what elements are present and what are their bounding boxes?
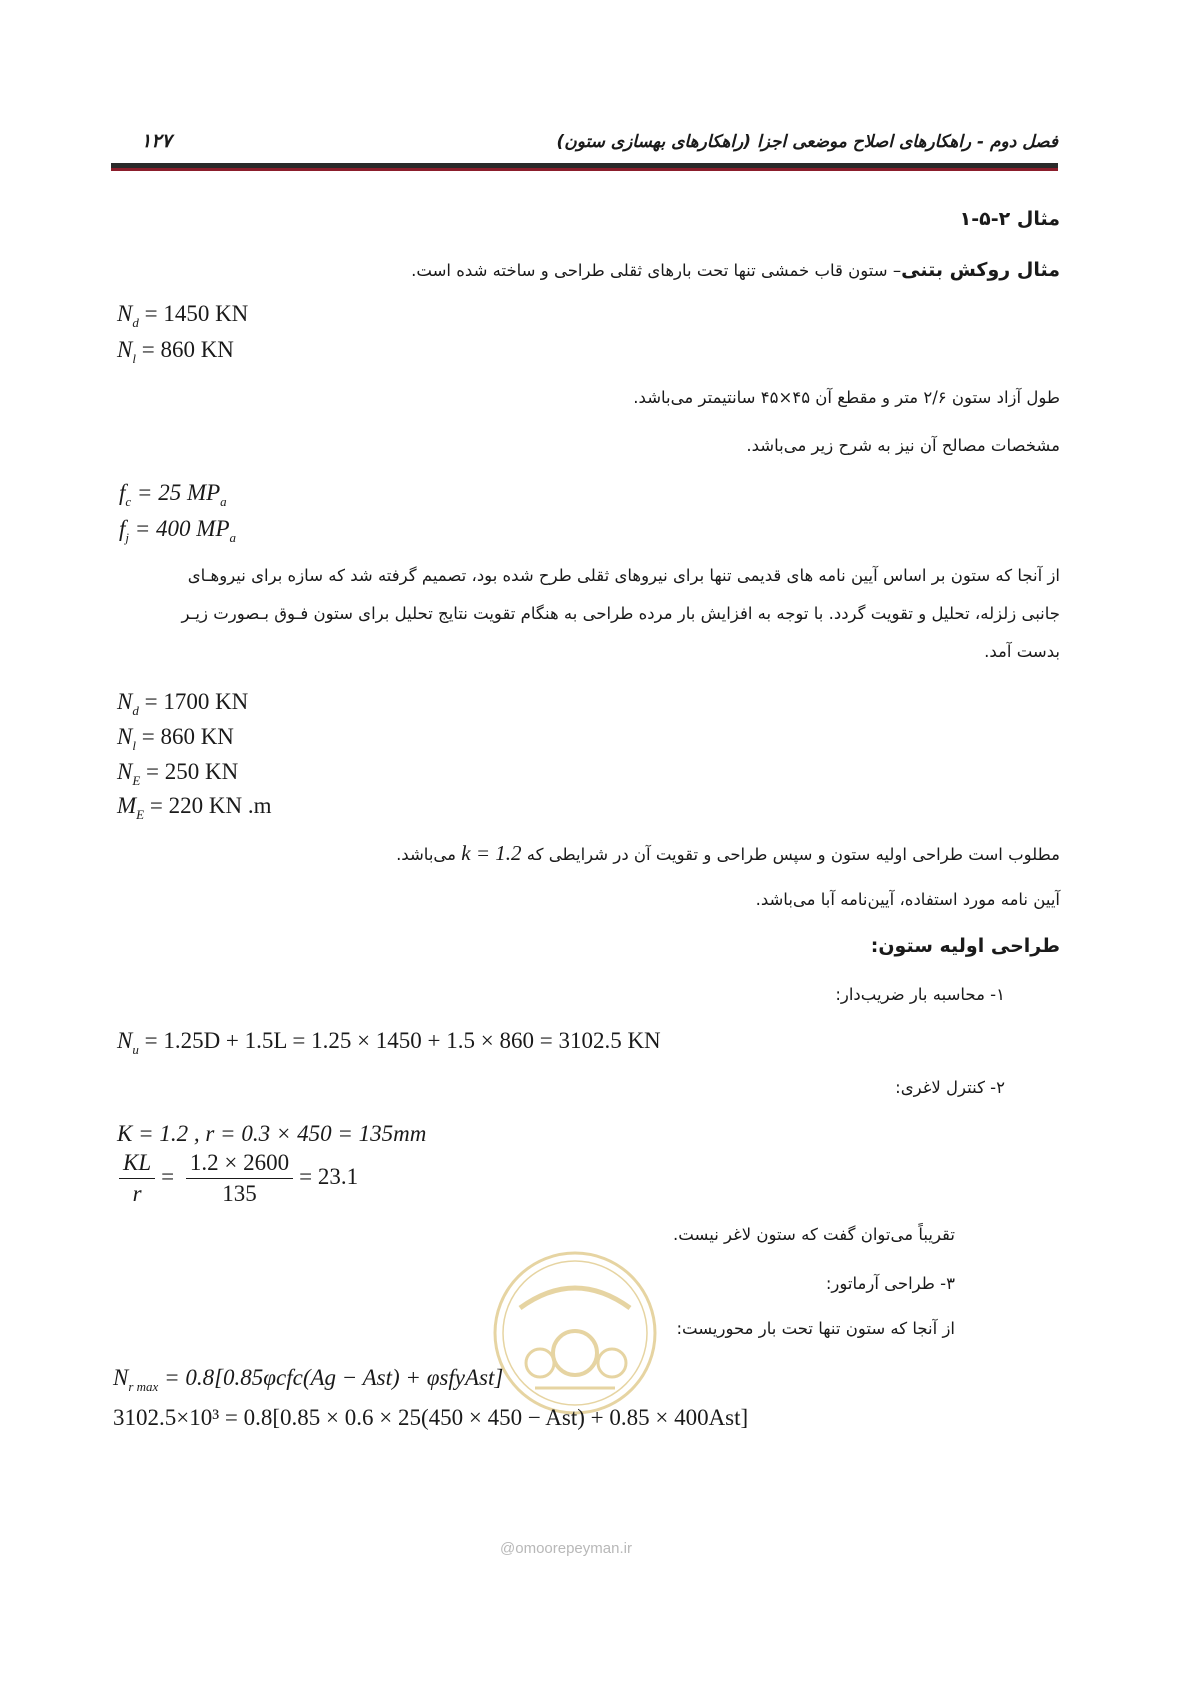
paragraph-line-2: جانبی زلزله، تحلیل و تقویت گردد. با توجه به افزایش بار مرده طراحی به هنگام تقویت نتایج تحلیل برای ستون فـوق بـصورت زیـر: [181, 604, 1060, 623]
example-lead: [411, 259, 1060, 281]
paragraph-line-3: بدست آمد.: [984, 642, 1060, 661]
free-length-text: طول آزاد ستون ۲/۶ متر و مقطع آن ۴۵×۴۵ سانتیمتر می‌باشد.: [633, 388, 1060, 407]
example-number: مثال ۲-۵-۱: [959, 208, 1060, 230]
equation-k-r: K = 1.2 , r = 0.3 × 450 = 135mm: [117, 1121, 427, 1146]
step-2: ۲- کنترل لاغری:: [895, 1078, 1005, 1097]
equation-nr-max: $N_{r max} = 0.8[0.85\varphi cfc(Ag - Ast)$ + φsfyAst]: [113, 1365, 504, 1394]
equation-ne-analysis: $N_E = 250$ KN: [117, 759, 239, 788]
equation-nd-analysis: $N_d = 1700$ KN: [117, 689, 249, 718]
equation-me-analysis: $M_E = 220$ KN .m: [117, 793, 272, 822]
not-slender-text: تقریباً می‌توان گفت که ستون لاغر نیست.: [673, 1225, 955, 1244]
equation-nl-analysis: $N_l = 860$ KN: [117, 724, 234, 753]
k-value: k = 1.2: [461, 841, 522, 865]
step-1: ۱- محاسبه بار ضریب‌دار:: [835, 985, 1005, 1004]
axial-only-text: از آنجا که ستون تنها تحت بار محوریست:: [676, 1319, 955, 1338]
example-lead-bold: مثال روکش بتنی: [901, 259, 1060, 281]
paragraph-line-1: از آنجا که ستون بر اساس آیین نامه های قدیمی تنها برای نیروهای ثقلی طرح شده بود، تصمیم گرفته شد که سازه برای نیروهـای: [187, 566, 1060, 585]
code-used-text: آیین نامه مورد استفاده، آیین‌نامه آبا می‌باشد.: [755, 890, 1060, 909]
equation-fj: $f_j = 400$ $MP_a$: [119, 516, 236, 545]
equation-nd-initial: $N_d = 1450$ KN: [117, 301, 249, 330]
header-rule-accent: [111, 168, 1058, 171]
fraction-values: $\frac{1.2 \times 2600}{135}$: [186, 1150, 293, 1207]
equation-fc: $f_c = 25$ $MP_a$: [119, 480, 227, 509]
publisher-seal-watermark: [490, 1248, 660, 1418]
running-header-title: فصل دوم - راهکارهای اصلاح موضعی اجزا (راهکارهای بهسازی ستون): [556, 132, 1058, 152]
equation-slenderness: $\frac{KL}{r}$ = $\frac{1.2 \times 2600}{135}$ = 23.1: [113, 1150, 358, 1207]
equation-nu: $N_u = 1.25D + 1.5L = 1.25 \times 1450 + 1.5 \times 860 = 3102.5$ KN: [117, 1028, 661, 1057]
page-number: ۱۲۷: [141, 130, 172, 152]
watermark-site: @omoorepeyman.ir: [500, 1540, 632, 1557]
materials-text: مشخصات مصالح آن نیز به شرح زیر می‌باشد.: [746, 436, 1060, 455]
requirement-text: مطلوب است طراحی اولیه ستون و سپس طراحی و تقویت آن در شرایطی که k = 1.2 می‌باشد.: [396, 841, 1060, 865]
step-3: ۳- طراحی آرماتور:: [825, 1274, 955, 1293]
example-lead-rest: – ستون قاب خمشی تنها تحت بارهای ثقلی طراحی و ساخته شده است.: [411, 261, 902, 280]
design-heading: طراحی اولیه ستون:: [870, 935, 1060, 957]
fraction-kl-r: $\frac{KL}{r}$: [119, 1150, 155, 1207]
equation-nl-initial: $N_l = 860$ KN: [117, 337, 234, 366]
equation-final: 3102.5×10³ = 0.8[0.85 × 0.6 × 25(450 × 450 − Ast) + 0.85 × 400Ast]: [113, 1405, 749, 1430]
